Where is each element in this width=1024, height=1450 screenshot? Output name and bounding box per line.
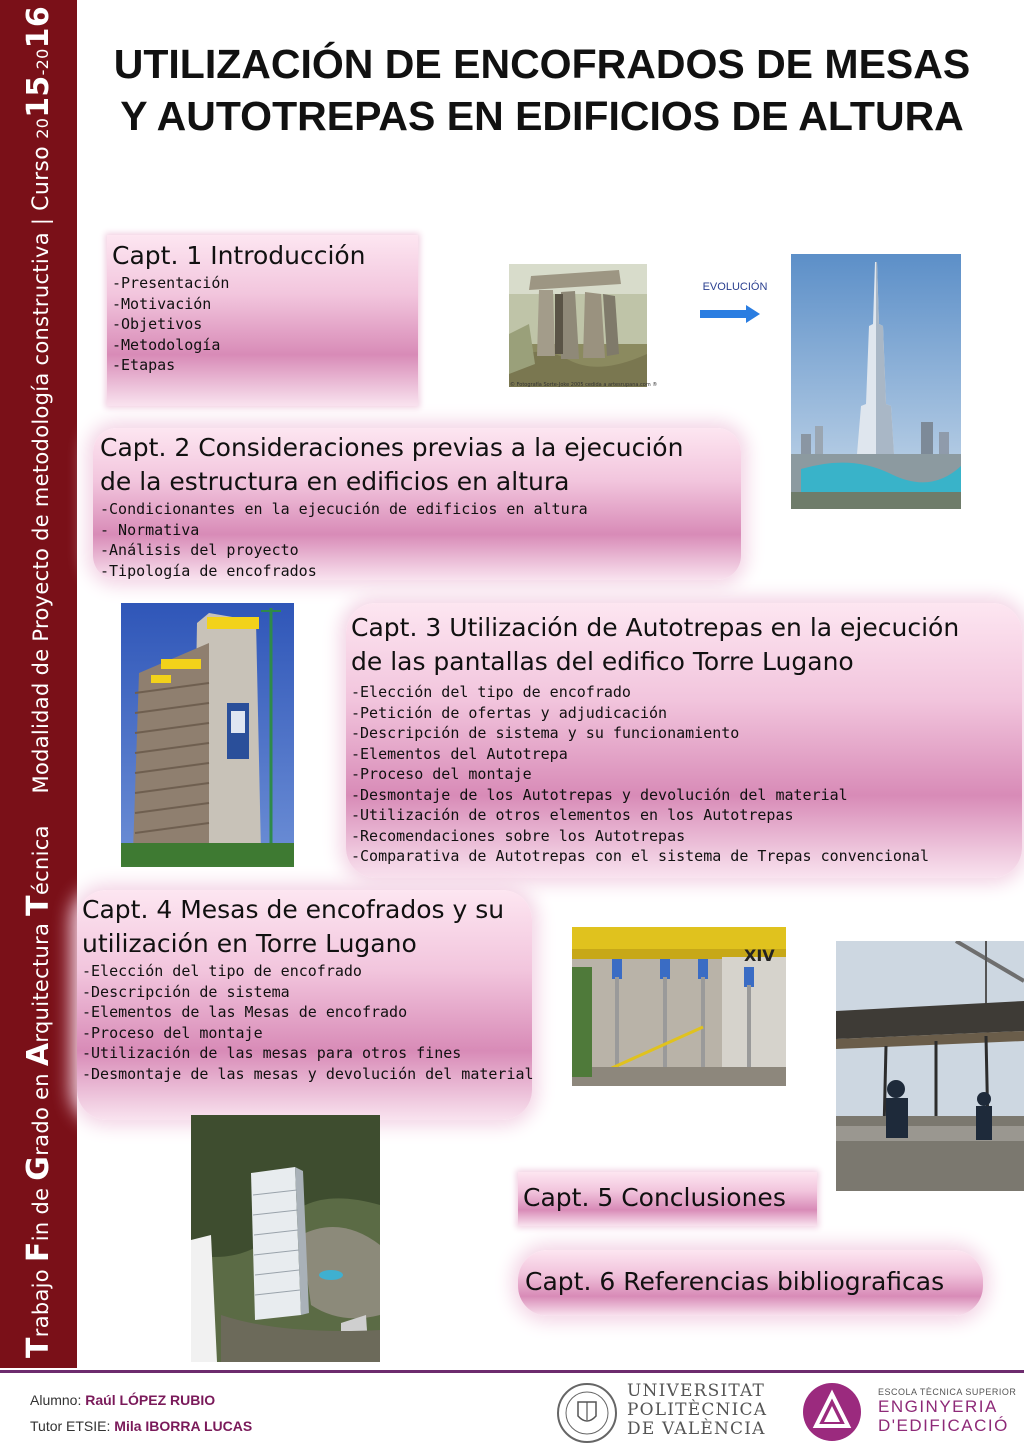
student-line: Alumno: Raúl LÓPEZ RUBIO <box>30 1392 216 1408</box>
etsie-wordmark: ESCOLA TÈCNICA SUPERIOR ENGINYERIA D'EDIFICACIÓ <box>878 1387 1017 1435</box>
page-title: UTILIZACIÓN DE ENCOFRADOS DE MESAS Y AUTOTREPAS EN EDIFICIOS DE ALTURA <box>113 41 971 139</box>
list-item: -Elementos de las Mesas de encofrado <box>82 1003 408 1021</box>
list-item: -Elección del tipo de encofrado <box>82 962 362 980</box>
chapter-4-title-line-1: Capt. 4 Mesas de encofrados y su <box>82 895 505 924</box>
chapter-3-box <box>346 603 1022 878</box>
dolmen-photo-caption: © Fotografía Sorte-Joke 2005 cedida a artesrupana.com ® <box>510 382 658 388</box>
chapter-2-title-line-1: Capt. 2 Consideraciones previas a la ejecución <box>100 433 684 462</box>
list-item: -Utilización de las mesas para otros fines <box>82 1044 462 1062</box>
chapter-4-box <box>77 890 532 1120</box>
sidebar-course-text: Modalidad de Proyecto de metodología constructiva | Curso 2015-2016 <box>21 6 56 794</box>
list-item: -Motivación <box>112 294 212 313</box>
upv-seal-icon <box>556 1382 618 1444</box>
chapter-3-title-line-1: Capt. 3 Utilización de Autotrepas en la ejecución <box>351 613 960 642</box>
chapter-4-title-line-2: utilización en Torre Lugano <box>82 929 417 958</box>
chapter-1-box <box>107 235 418 406</box>
list-item: -Presentación <box>112 274 230 292</box>
list-item: -Desmontaje de las mesas y devolución del material <box>82 1064 534 1083</box>
chapter-5-title: Capt. 5 Conclusiones <box>523 1183 786 1212</box>
list-item: - Normativa <box>100 520 200 539</box>
list-item: -Proceso del montaje <box>351 765 532 783</box>
list-item: -Descripción de sistema y su funcionamiento <box>351 724 740 742</box>
list-item: -Elección del tipo de encofrado <box>351 683 631 701</box>
list-item: -Petición de ofertas y adjudicación <box>351 703 668 722</box>
etsie-logo-icon <box>802 1382 862 1442</box>
chapter-2-box <box>93 428 741 580</box>
list-item: -Etapas <box>112 356 176 374</box>
chapter-6-title: Capt. 6 Referencias bibliograficas <box>525 1267 945 1296</box>
table-formwork-crane-photo <box>836 941 1024 1191</box>
list-item: -Comparativa de Autotrepas con el sistema de Trepas convencional <box>351 847 929 865</box>
evolution-label: EVOLUCIÓN <box>702 281 768 293</box>
sidebar-band <box>0 0 77 1368</box>
list-item: -Análisis del proyecto <box>100 541 299 559</box>
upv-wordmark: UNIVERSITAT POLITÈCNICA DE VALÈNCIA <box>627 1381 768 1439</box>
list-item: -Tipología de encofrados <box>100 561 317 580</box>
list-item: -Desmontaje de los Autotrepas y devolución del material <box>351 785 848 804</box>
dolmen-photo <box>509 264 647 387</box>
chapter-1-title: Capt. 1 Introducción <box>112 241 366 270</box>
chapter-2-title-line-2: de la estructura en edificios en altura <box>100 467 570 496</box>
sidebar-degree-text: Trabajo Fin de Grado en Arquitectura Técnica <box>21 825 56 1358</box>
chapter-5-box <box>518 1172 817 1226</box>
list-item: -Elementos del Autotrepa <box>351 744 568 763</box>
list-item: -Metodología <box>112 335 221 354</box>
list-item: -Condicionantes en la ejecución de edificios en altura <box>100 500 588 518</box>
list-item: -Utilización de otros elementos en los Autotrepas <box>351 806 794 824</box>
list-item: -Proceso del montaje <box>82 1023 263 1042</box>
torre-lugano-construction-photo <box>121 603 294 867</box>
list-item: -Recomendaciones sobre los Autotrepas <box>351 826 686 845</box>
formwork-sign-text: XIV <box>744 946 775 965</box>
tutor-line: Tutor ETSIE: Mila IBORRA LUCAS <box>30 1418 253 1434</box>
arrow-right-icon <box>700 304 762 324</box>
list-item: -Descripción de sistema <box>82 982 290 1001</box>
sidebar-vertical-text <box>0 0 77 1368</box>
chapter-6-box <box>518 1250 983 1316</box>
formwork-props-photo <box>572 927 786 1086</box>
skyscraper-photo <box>791 254 961 509</box>
chapter-3-title-line-2: de las pantallas del edifico Torre Lugano <box>351 647 854 676</box>
torre-lugano-aerial-photo <box>191 1115 380 1362</box>
list-item: -Objetivos <box>112 315 203 333</box>
footer-divider <box>0 1370 1024 1373</box>
